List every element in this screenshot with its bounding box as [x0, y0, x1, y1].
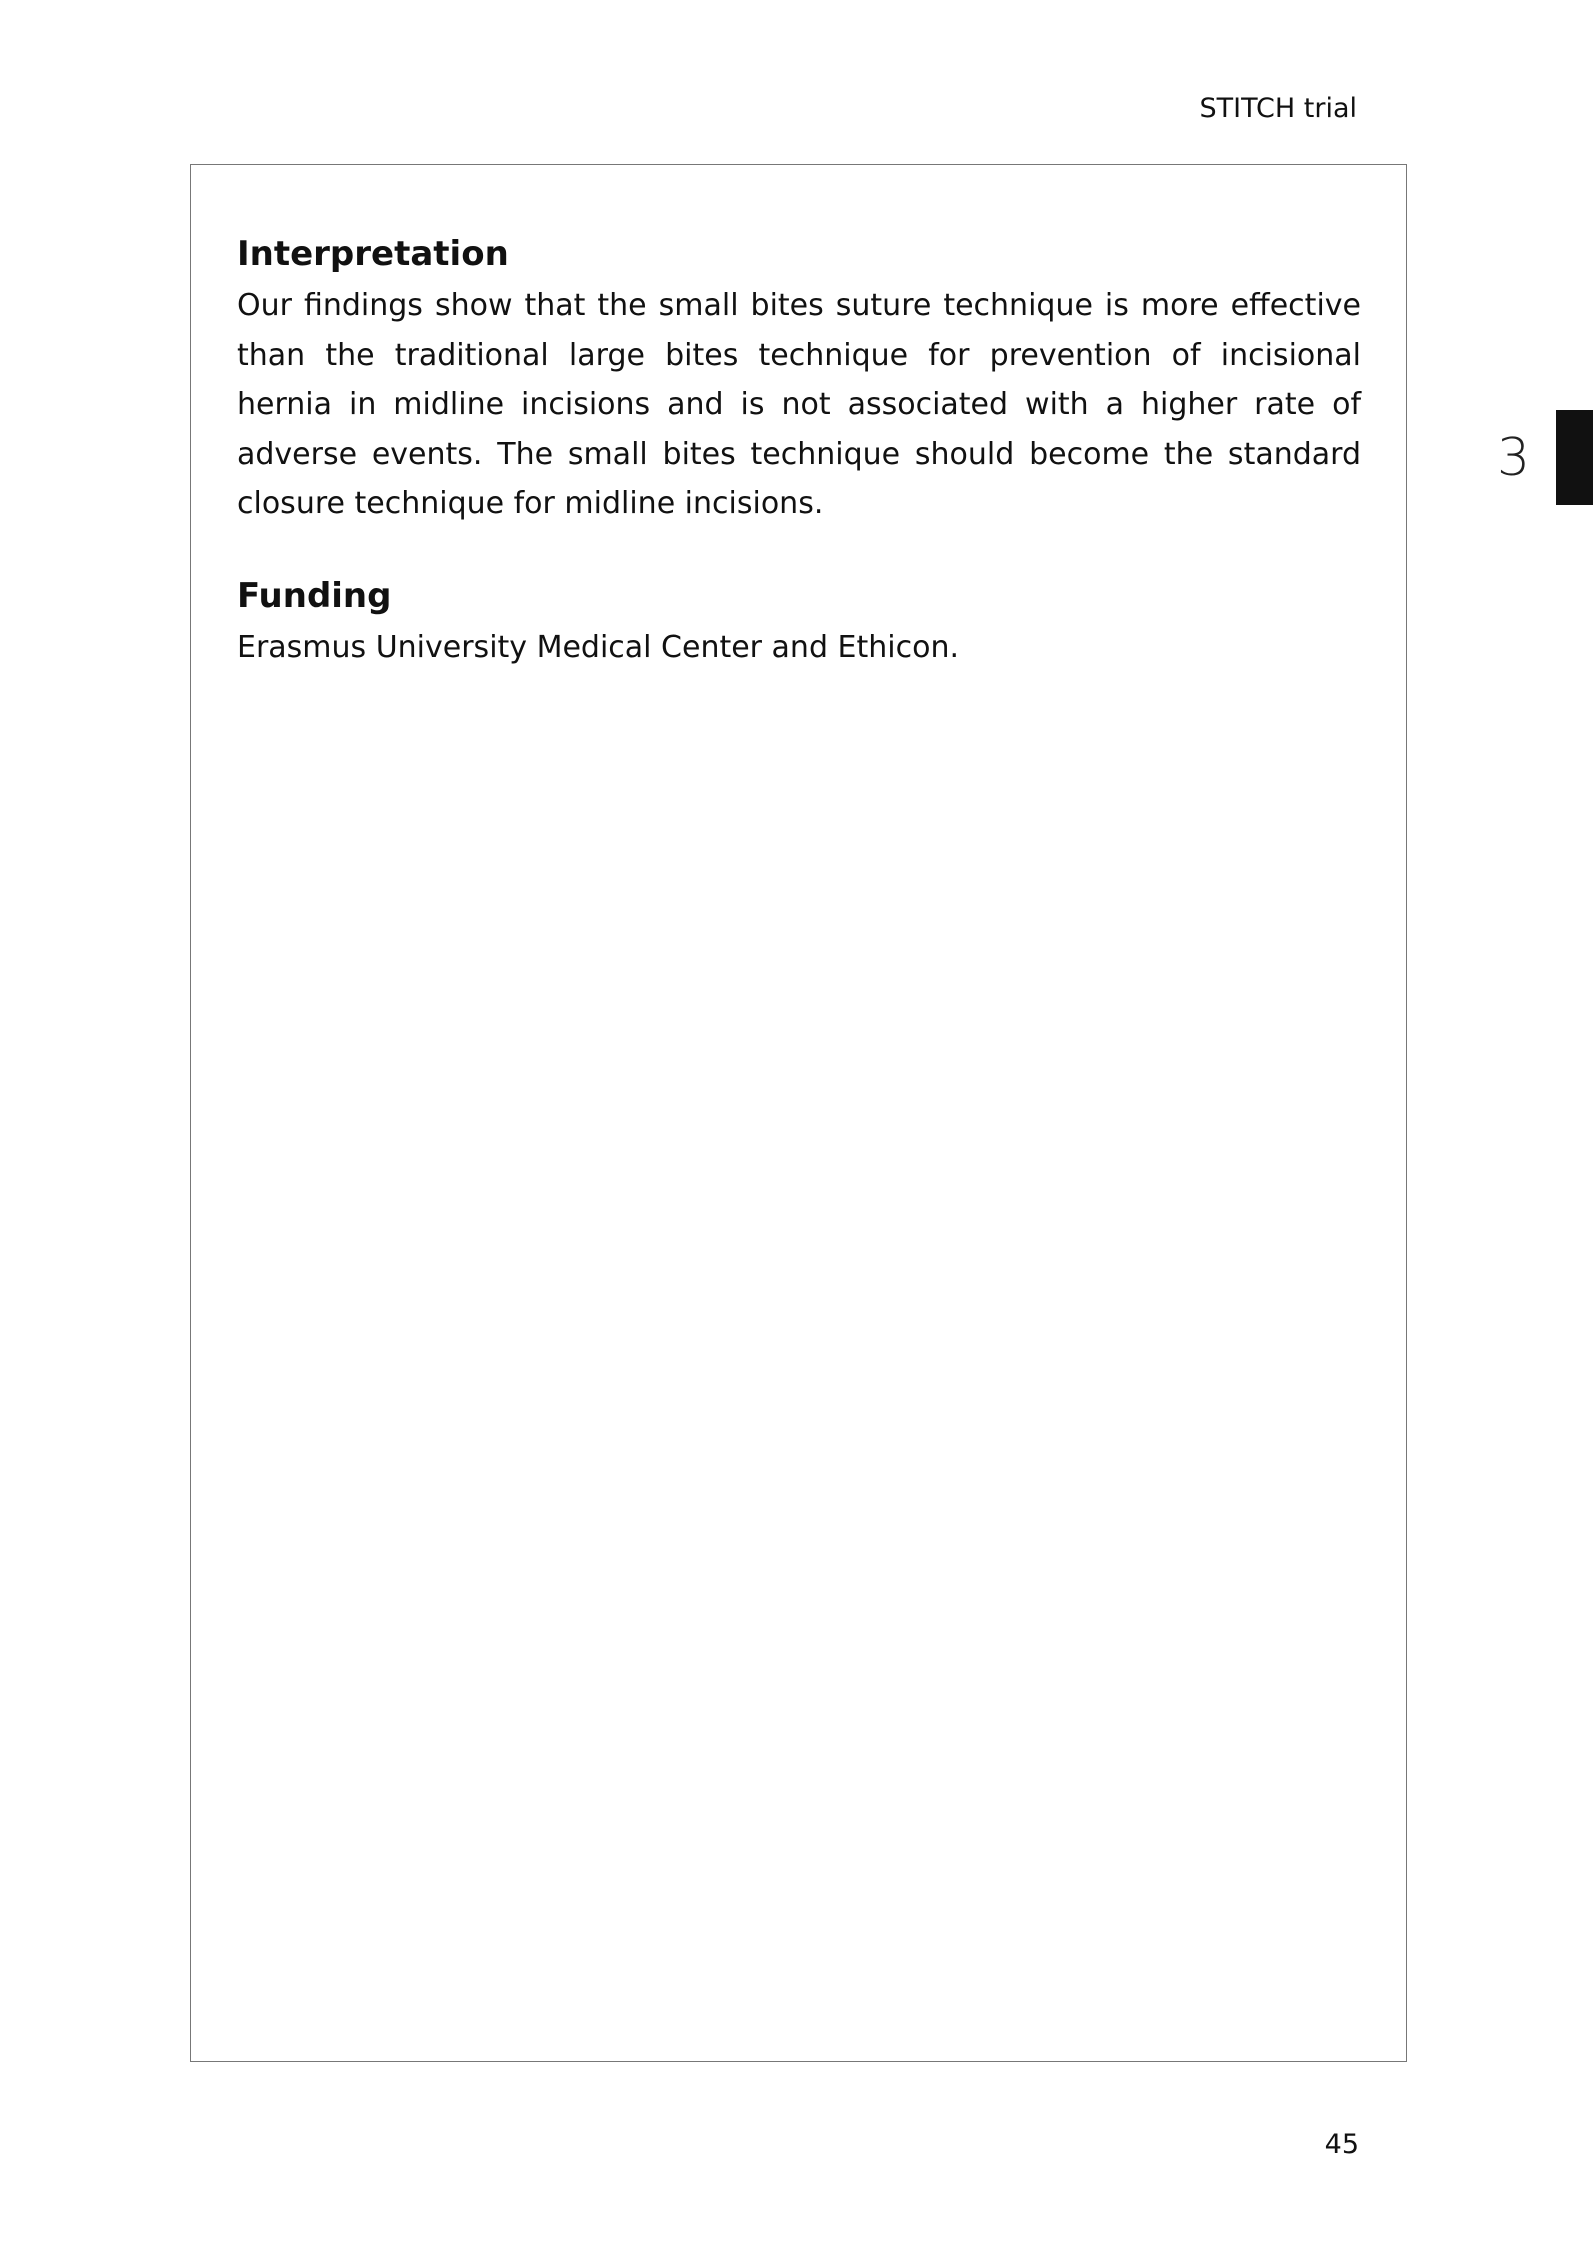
chapter-tab-marker [1556, 410, 1593, 505]
page-number: 45 [1324, 2129, 1359, 2160]
interpretation-heading: Interpretation [237, 234, 509, 274]
funding-text: Erasmus University Medical Center and Ethicon. [237, 629, 959, 665]
summary-box-content [237, 233, 1361, 672]
funding-heading: Funding [237, 575, 392, 616]
running-header-title: STITCH trial [1199, 93, 1357, 124]
interpretation-text: Our findings show that the small bites suture technique is more effective than the traditional large bites technique for prevention of incisional hernia in midline incisions and is not associated with a higher rate of adverse events. The small bites technique should become the standard closure technique for midline incisions. [237, 288, 1361, 521]
summary-box [190, 164, 1407, 2062]
interpretation-section [237, 233, 1361, 529]
funding-section [237, 575, 1361, 673]
chapter-number: 3 [1497, 428, 1531, 488]
